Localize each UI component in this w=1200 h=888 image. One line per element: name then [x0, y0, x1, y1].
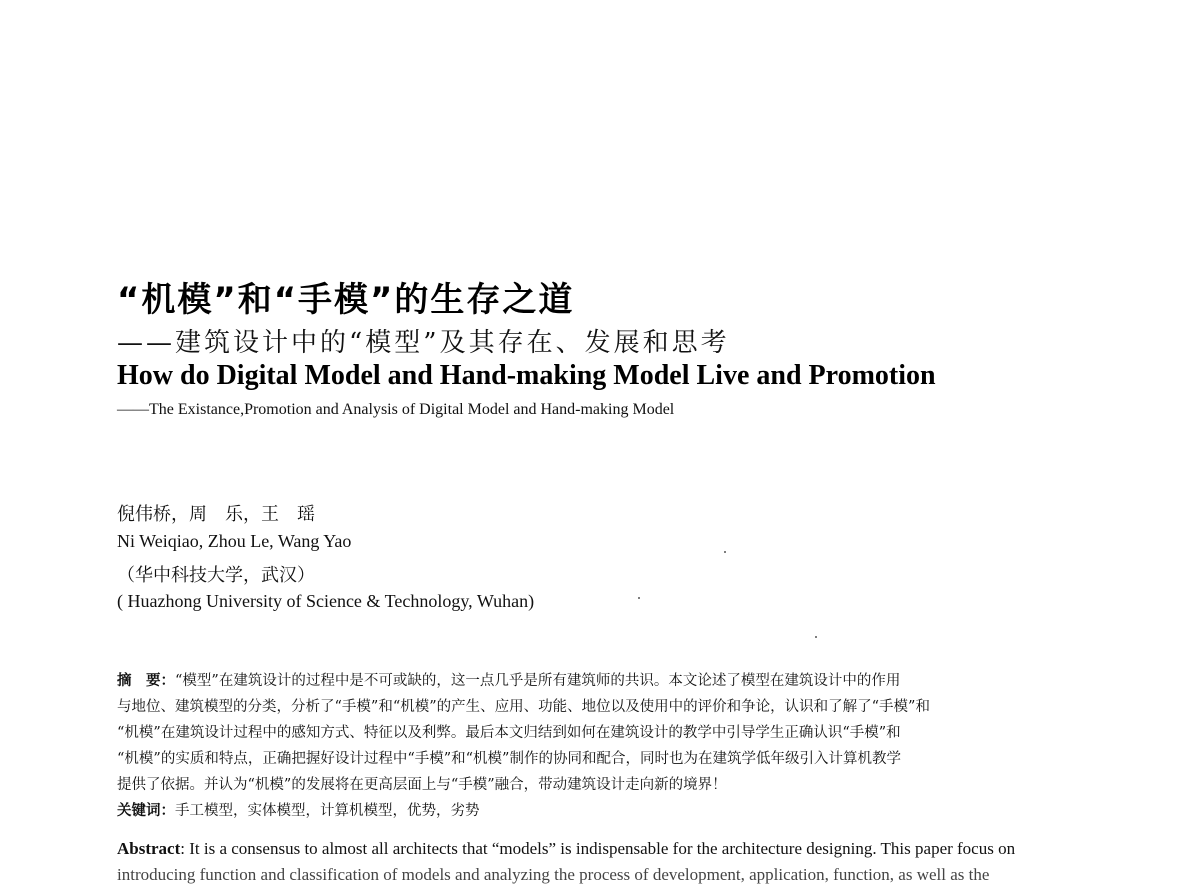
scan-speck	[638, 597, 640, 599]
subtitle-english: ——The Existance,Promotion and Analysis of Digital Model and Hand-making Model	[117, 401, 675, 418]
affiliation-chinese: （华中科技大学，武汉）	[117, 565, 315, 586]
abstract-line: 与地位、建筑模型的分类，分析了“手模”和“机模”的产生、应用、功能、地位以及使用中的评价和争论，认识和了解了“手模”和	[117, 699, 930, 715]
abstract-en-text: : It is a consensus to almost all architects that “models” is indispensable for the architecture designing. This paper focus on	[180, 839, 1016, 858]
keywords-label: 关键词：	[117, 803, 175, 819]
scan-speck	[724, 551, 726, 553]
abstract-en-line	[117, 836, 1092, 862]
abstract-label: 摘 要：	[117, 673, 175, 689]
abstract-line: “机模”的实质和特点，正确把握好设计过程中“手模”和“机模”制作的协同和配合，同时也为在建筑学低年级引入计算机教学	[117, 751, 901, 767]
authors-chinese: 倪伟桥，周 乐，王 瑶	[117, 504, 315, 525]
abstract-line: “机模”在建筑设计过程中的感知方式、特征以及利弊。最后本文归结到如何在建筑设计的教学中引导学生正确认识“手模”和	[117, 725, 901, 741]
abstract-text: “模型”在建筑设计的过程中是不可或缺的，这一点几乎是所有建筑师的共识。本文论述了模型在建筑设计中的作用	[175, 673, 901, 689]
abstract-line: 提供了依据。并认为“机模”的发展将在更高层面上与“手模”融合，带动建筑设计走向新的境界！	[117, 777, 727, 793]
abstract-english	[117, 836, 1092, 888]
title-english: How do Digital Model and Hand-making Model Live and Promotion	[117, 360, 936, 391]
subtitle-chinese: ——建筑设计中的“模型”及其存在、发展和思考	[117, 328, 730, 358]
keywords-text: 手工模型，实体模型，计算机模型，优势，劣势	[175, 803, 480, 819]
title-chinese: “机模”和“手模”的生存之道	[117, 280, 575, 320]
abstract-line	[117, 668, 1092, 694]
authors-english: Ni Weiqiao, Zhou Le, Wang Yao	[117, 531, 352, 551]
abstract-en-line-cut: introducing function and classification of models and analyzing the process of development, application, function, as well as the	[117, 865, 990, 884]
keywords-line	[117, 798, 1092, 824]
affiliation-english: ( Huazhong University of Science & Technology, Wuhan)	[117, 591, 535, 611]
abstract-chinese	[117, 668, 1092, 824]
abstract-en-label: Abstract	[117, 839, 181, 858]
scan-speck	[815, 636, 817, 638]
